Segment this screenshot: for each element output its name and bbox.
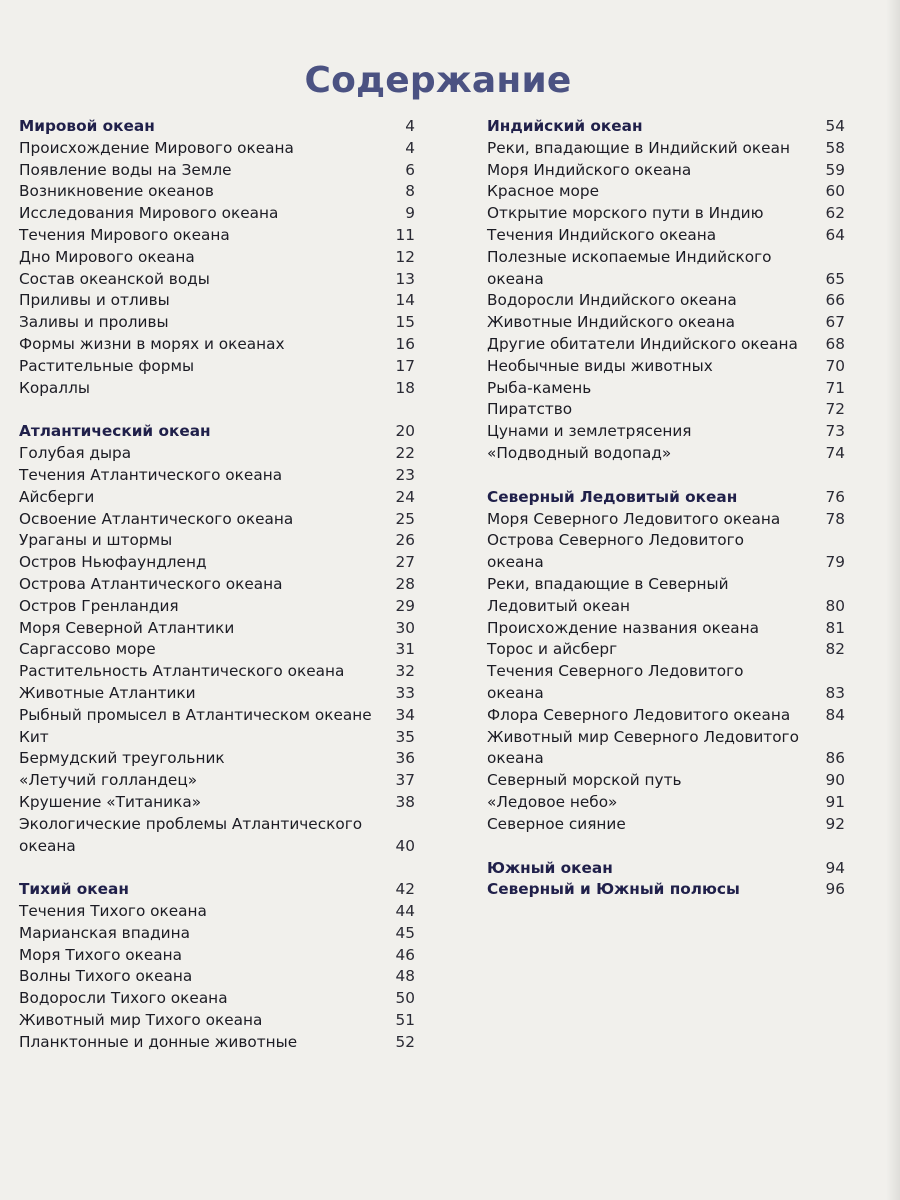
toc-entry-title: Рыбный промысел в Атлантическом океане bbox=[19, 705, 372, 724]
toc-entry bbox=[487, 727, 845, 749]
toc-entry bbox=[19, 966, 415, 988]
toc-entry bbox=[19, 138, 415, 160]
toc-entry-title: Саргассово море bbox=[19, 640, 156, 659]
toc-section-heading bbox=[19, 421, 415, 443]
toc-page-number: 65 bbox=[825, 269, 845, 288]
toc-page-number: 17 bbox=[395, 356, 415, 375]
toc-entry-title: «Летучий голландец» bbox=[19, 771, 198, 790]
toc-entry bbox=[487, 356, 845, 378]
toc-section-heading bbox=[487, 116, 845, 138]
toc-page-number: 8 bbox=[405, 182, 415, 201]
toc-entry-title: Необычные виды животных bbox=[487, 356, 713, 375]
toc-page-number: 13 bbox=[395, 269, 415, 288]
toc-page-number: 73 bbox=[825, 422, 845, 441]
toc-entry-title: Пиратство bbox=[487, 400, 573, 419]
toc-page-number: 54 bbox=[825, 117, 845, 135]
toc-entry bbox=[487, 312, 845, 334]
toc-entry-title: Острова Северного Ледовитого bbox=[487, 531, 744, 550]
toc-page-number: 26 bbox=[395, 531, 415, 550]
toc-entry-title: Экологические проблемы Атлантического bbox=[19, 814, 363, 833]
toc-page-number: 50 bbox=[395, 989, 415, 1008]
toc-page-number: 23 bbox=[395, 465, 415, 484]
toc-page-number: 71 bbox=[825, 378, 845, 397]
toc-entry bbox=[19, 269, 415, 291]
toc-entry-title: Формы жизни в морях и океанах bbox=[19, 334, 285, 353]
toc-entry bbox=[487, 399, 845, 421]
toc-entry bbox=[487, 509, 845, 531]
toc-entry-title: океана bbox=[487, 683, 544, 702]
toc-entry bbox=[487, 138, 845, 160]
toc-entry-title: Южный океан bbox=[487, 858, 613, 877]
toc-entry-title: Дно Мирового океана bbox=[19, 247, 195, 266]
toc-page-number: 28 bbox=[395, 574, 415, 593]
toc-page-number: 82 bbox=[825, 640, 845, 659]
toc-entry-title: Моря Тихого океана bbox=[19, 945, 183, 964]
toc-entry bbox=[19, 378, 415, 400]
toc-entry-title: Ледовитый океан bbox=[487, 596, 630, 615]
toc-page-number: 18 bbox=[395, 378, 415, 397]
toc-entry bbox=[487, 748, 845, 770]
toc-entry-title: Течения Атлантического океана bbox=[19, 465, 283, 484]
toc-section-heading bbox=[487, 879, 845, 901]
toc-page-number: 33 bbox=[395, 683, 415, 702]
toc-page-number: 83 bbox=[825, 683, 845, 702]
toc-entry-title: Происхождение названия океана bbox=[487, 618, 759, 637]
toc-entry-title: Течения Индийского океана bbox=[487, 225, 717, 244]
section-spacer bbox=[487, 836, 845, 858]
toc-page-number: 12 bbox=[395, 247, 415, 266]
toc-entry-title: Состав океанской воды bbox=[19, 269, 210, 288]
toc-entry-title: Водоросли Индийского океана bbox=[487, 291, 737, 310]
toc-page-number: 31 bbox=[395, 640, 415, 659]
toc-page-number: 11 bbox=[395, 225, 415, 244]
toc-page-number: 91 bbox=[825, 792, 845, 811]
toc-page-number: 67 bbox=[825, 313, 845, 332]
toc-page-number: 70 bbox=[825, 356, 845, 375]
toc-entry bbox=[19, 792, 415, 814]
toc-entry-title: Животный мир Северного Ледовитого bbox=[487, 727, 799, 746]
toc-entry bbox=[19, 574, 415, 596]
toc-entry-title: Красное море bbox=[487, 182, 600, 201]
toc-entry-title: Тихий океан bbox=[19, 880, 129, 899]
toc-entry-title: Волны Тихого океана bbox=[19, 967, 193, 986]
toc-page-number: 6 bbox=[405, 160, 415, 179]
toc-entry bbox=[487, 814, 845, 836]
toc-entry bbox=[19, 225, 415, 247]
toc-entry bbox=[19, 443, 415, 465]
toc-entry-title: Растительность Атлантического океана bbox=[19, 662, 345, 681]
toc-section-heading bbox=[487, 858, 845, 880]
toc-entry-title: Происхождение Мирового океана bbox=[19, 138, 294, 157]
toc-entry bbox=[487, 334, 845, 356]
toc-page-number: 44 bbox=[395, 902, 415, 921]
toc-entry-title: Флора Северного Ледовитого океана bbox=[487, 705, 791, 724]
toc-entry-title: Атлантический океан bbox=[19, 422, 211, 441]
toc-entry bbox=[19, 487, 415, 509]
toc-entry bbox=[487, 421, 845, 443]
toc-page-number: 34 bbox=[395, 705, 415, 724]
toc-page-number: 78 bbox=[825, 509, 845, 528]
toc-entry bbox=[19, 356, 415, 378]
toc-page-number: 37 bbox=[395, 771, 415, 790]
toc-page-number: 32 bbox=[395, 662, 415, 681]
toc-page-number: 36 bbox=[395, 749, 415, 768]
toc-page-number: 81 bbox=[825, 618, 845, 637]
toc-entry bbox=[487, 683, 845, 705]
toc-entry bbox=[487, 290, 845, 312]
toc-entry-title: Цунами и землетрясения bbox=[487, 422, 692, 441]
toc-page-number: 35 bbox=[395, 727, 415, 746]
toc-entry-title: Остров Гренландия bbox=[19, 596, 179, 615]
toc-page-number: 9 bbox=[405, 204, 415, 223]
toc-entry bbox=[487, 530, 845, 552]
toc-page-number: 45 bbox=[395, 923, 415, 942]
toc-entry-title: Полезные ископаемые Индийского bbox=[487, 247, 772, 266]
toc-entry-title: Течения Тихого океана bbox=[19, 902, 207, 921]
toc-entry bbox=[19, 1010, 415, 1032]
section-spacer bbox=[487, 465, 845, 487]
toc-entry bbox=[19, 290, 415, 312]
toc-page-number: 79 bbox=[825, 553, 845, 572]
toc-page-number: 40 bbox=[395, 836, 415, 855]
toc-entry bbox=[487, 378, 845, 400]
toc-entry bbox=[487, 160, 845, 182]
toc-entry-title: Освоение Атлантического океана bbox=[19, 509, 294, 528]
toc-entry bbox=[487, 225, 845, 247]
toc-entry-title: Открытие морского пути в Индию bbox=[487, 204, 764, 223]
toc-entry bbox=[19, 1032, 415, 1054]
toc-entry bbox=[487, 574, 845, 596]
toc-entry-title: океана bbox=[487, 553, 544, 572]
toc-entry bbox=[19, 618, 415, 640]
toc-entry bbox=[19, 552, 415, 574]
toc-entry bbox=[487, 661, 845, 683]
toc-page-number: 74 bbox=[825, 443, 845, 462]
toc-entry bbox=[19, 465, 415, 487]
toc-left-column bbox=[19, 116, 415, 1054]
toc-page-number: 42 bbox=[395, 880, 415, 899]
toc-section-heading bbox=[487, 487, 845, 509]
toc-entry bbox=[487, 618, 845, 640]
toc-entry-title: океана bbox=[487, 269, 544, 288]
toc-entry bbox=[19, 945, 415, 967]
toc-entry-title: Голубая дыра bbox=[19, 444, 132, 463]
toc-page-number: 64 bbox=[825, 225, 845, 244]
toc-entry-title: Ураганы и штормы bbox=[19, 531, 173, 550]
toc-entry bbox=[19, 814, 415, 836]
toc-page-number: 68 bbox=[825, 334, 845, 353]
toc-entry-title: Рыба-камень bbox=[487, 378, 592, 397]
toc-entry bbox=[19, 748, 415, 770]
toc-section-heading bbox=[19, 879, 415, 901]
toc-entry bbox=[487, 247, 845, 269]
toc-entry bbox=[19, 683, 415, 705]
toc-entry-title: Моря Северной Атлантики bbox=[19, 618, 235, 637]
toc-entry-title: Северный морской путь bbox=[487, 771, 682, 790]
toc-entry-title: Северное сияние bbox=[487, 814, 626, 833]
toc-entry-title: Индийский океан bbox=[487, 117, 643, 135]
toc-entry bbox=[19, 530, 415, 552]
toc-entry-title: океана bbox=[487, 749, 544, 768]
toc-entry-title: Водоросли Тихого океана bbox=[19, 989, 228, 1008]
toc-entry bbox=[19, 901, 415, 923]
toc-page-number: 48 bbox=[395, 967, 415, 986]
toc-page-number: 4 bbox=[405, 117, 415, 135]
toc-entry bbox=[487, 770, 845, 792]
toc-entry-title: «Подводный водопад» bbox=[487, 443, 672, 462]
toc-entry-title: Крушение «Титаника» bbox=[19, 792, 202, 811]
toc-entry bbox=[19, 181, 415, 203]
toc-page-number: 51 bbox=[395, 1011, 415, 1030]
toc-right-column bbox=[487, 116, 845, 901]
toc-page-number: 46 bbox=[395, 945, 415, 964]
toc-page-number: 30 bbox=[395, 618, 415, 637]
toc-entry-title: Животные Индийского океана bbox=[487, 313, 735, 332]
toc-entry bbox=[487, 792, 845, 814]
toc-entry bbox=[19, 509, 415, 531]
toc-entry-title: Остров Ньюфаундленд bbox=[19, 553, 207, 572]
toc-entry bbox=[487, 203, 845, 225]
toc-page-number: 58 bbox=[825, 138, 845, 157]
toc-page-number: 27 bbox=[395, 553, 415, 572]
toc-entry-title: Планктонные и донные животные bbox=[19, 1032, 298, 1051]
toc-entry bbox=[19, 988, 415, 1010]
toc-entry-title: Появление воды на Земле bbox=[19, 160, 232, 179]
toc-entry bbox=[19, 923, 415, 945]
toc-page-number: 59 bbox=[825, 160, 845, 179]
toc-entry bbox=[487, 443, 845, 465]
toc-entry bbox=[19, 596, 415, 618]
toc-entry-title: Моря Северного Ледовитого океана bbox=[487, 509, 781, 528]
toc-entry-title: Моря Индийского океана bbox=[487, 160, 692, 179]
toc-entry-title: Кит bbox=[19, 727, 49, 746]
toc-page-number: 62 bbox=[825, 204, 845, 223]
toc-entry-title: Северный Ледовитый океан bbox=[487, 487, 738, 506]
toc-entry bbox=[487, 596, 845, 618]
toc-page-number: 80 bbox=[825, 596, 845, 615]
toc-entry-title: Приливы и отливы bbox=[19, 291, 170, 310]
toc-entry bbox=[19, 203, 415, 225]
toc-page-number: 20 bbox=[395, 422, 415, 441]
toc-entry bbox=[19, 661, 415, 683]
toc-entry bbox=[19, 705, 415, 727]
toc-page-number: 96 bbox=[825, 880, 845, 899]
toc-entry-title: Течения Мирового океана bbox=[19, 225, 230, 244]
toc-page-number: 84 bbox=[825, 705, 845, 724]
toc-entry-title: Бермудский треугольник bbox=[19, 749, 225, 768]
toc-entry-title: Исследования Мирового океана bbox=[19, 204, 279, 223]
toc-entry-title: Марианская впадина bbox=[19, 923, 190, 942]
toc-page-number: 72 bbox=[825, 400, 845, 419]
toc-page-number: 38 bbox=[395, 792, 415, 811]
toc-page-number: 76 bbox=[825, 487, 845, 506]
toc-page-number: 16 bbox=[395, 334, 415, 353]
toc-entry-title: океана bbox=[19, 836, 76, 855]
toc-entry-title: Животный мир Тихого океана bbox=[19, 1011, 263, 1030]
toc-entry bbox=[19, 727, 415, 749]
toc-entry bbox=[487, 639, 845, 661]
toc-entry bbox=[487, 705, 845, 727]
page-title: Содержание bbox=[304, 60, 572, 102]
toc-entry-title: Торос и айсберг bbox=[487, 640, 618, 659]
toc-entry-title: «Ледовое небо» bbox=[487, 792, 618, 811]
toc-entry bbox=[19, 312, 415, 334]
toc-entry bbox=[19, 247, 415, 269]
toc-page-number: 90 bbox=[825, 771, 845, 790]
toc-section-heading bbox=[19, 116, 415, 138]
toc-page-number: 94 bbox=[825, 858, 845, 877]
page-edge-shadow bbox=[886, 0, 900, 1200]
toc-page-number: 86 bbox=[825, 749, 845, 768]
toc-page-number: 22 bbox=[395, 444, 415, 463]
toc-entry bbox=[487, 181, 845, 203]
toc-entry-title: Северный и Южный полюсы bbox=[487, 880, 740, 899]
toc-entry bbox=[487, 269, 845, 291]
toc-page-number: 66 bbox=[825, 291, 845, 310]
toc-page-number: 92 bbox=[825, 814, 845, 833]
toc-entry-title: Острова Атлантического океана bbox=[19, 574, 283, 593]
toc-entry-title: Животные Атлантики bbox=[19, 683, 196, 702]
toc-entry-title: Другие обитатели Индийского океана bbox=[487, 334, 798, 353]
toc-page-number: 29 bbox=[395, 596, 415, 615]
toc-entry-title: Кораллы bbox=[19, 378, 90, 397]
toc-page-number: 52 bbox=[395, 1032, 415, 1051]
toc-entry bbox=[19, 639, 415, 661]
toc-entry-title: Реки, впадающие в Индийский океан bbox=[487, 138, 790, 157]
toc-page-number: 60 bbox=[825, 182, 845, 201]
toc-entry bbox=[19, 160, 415, 182]
toc-entry bbox=[487, 552, 845, 574]
toc-page-number: 14 bbox=[395, 291, 415, 310]
toc-page-number: 24 bbox=[395, 487, 415, 506]
toc-entry bbox=[19, 770, 415, 792]
toc-page-number: 15 bbox=[395, 313, 415, 332]
toc-entry bbox=[19, 334, 415, 356]
toc-entry bbox=[19, 836, 415, 858]
toc-entry-title: Заливы и проливы bbox=[19, 313, 169, 332]
toc-entry-title: Мировой океан bbox=[19, 117, 155, 135]
toc-entry-title: Реки, впадающие в Северный bbox=[487, 574, 729, 593]
toc-page-number: 25 bbox=[395, 509, 415, 528]
toc-entry-title: Возникновение океанов bbox=[19, 182, 214, 201]
toc-entry-title: Айсберги bbox=[19, 487, 95, 506]
section-spacer bbox=[19, 399, 415, 421]
section-spacer bbox=[19, 857, 415, 879]
toc-entry-title: Растительные формы bbox=[19, 356, 195, 375]
toc-entry-title: Течения Северного Ледовитого bbox=[487, 662, 744, 681]
toc-page-number: 4 bbox=[405, 138, 415, 157]
